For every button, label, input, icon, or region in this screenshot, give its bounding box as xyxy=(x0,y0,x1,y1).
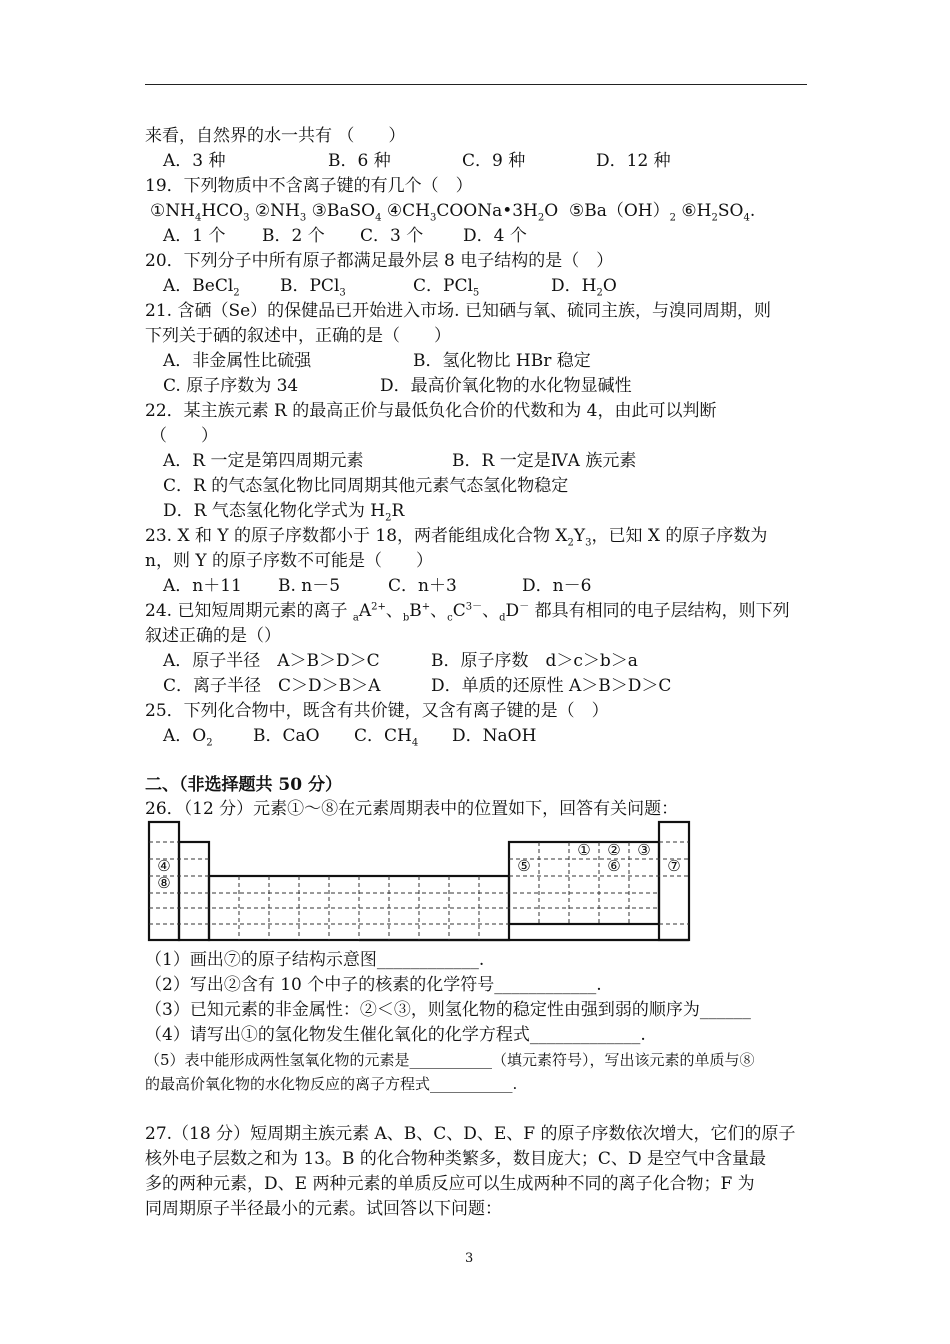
q21-option-d: D．最高价氧化物的水化物显碱性 xyxy=(380,376,632,396)
q19-option-b: B．2 个 xyxy=(262,226,325,246)
q23-stem-line2: n，则 Y 的原子序数不可能是（ ） xyxy=(145,551,433,571)
q26-part1: （1）画出⑦的原子结构示意图____________. xyxy=(145,950,485,970)
page-number: 3 xyxy=(465,1251,474,1266)
element-mark-5: ⑤ xyxy=(517,857,531,875)
element-mark-2: ② xyxy=(607,841,621,859)
q23-option-a: A．n＋11 xyxy=(163,576,242,596)
q18-option-b: B．6 种 xyxy=(328,151,391,171)
q19-option-a: A．1 个 xyxy=(163,226,226,246)
q20-option-b: B．PCl$_3$ xyxy=(280,276,346,299)
q21-stem-line1: 21. 含硒（Se）的保健品已开始进入市场. 已知硒与氧、硫同主族，与溴同周期，则 xyxy=(145,301,771,321)
q21-stem-line2: 下列关于硒的叙述中，正确的是（ ） xyxy=(145,326,451,346)
element-mark-6: ⑥ xyxy=(607,857,621,875)
element-mark-7: ⑦ xyxy=(667,857,681,875)
element-mark-3: ③ xyxy=(637,841,651,859)
q27-line4: 同周期原子半径最小的元素。试回答以下问题： xyxy=(145,1199,502,1219)
q20-stem: 20．下列分子中所有原子都满足最外层 8 电子结构的是（ ） xyxy=(145,251,614,271)
section-heading: 二、（非选择题共 50 分） xyxy=(145,775,342,795)
q22-stem-line2: （ ） xyxy=(150,426,218,446)
q26-stem: 26．（12 分）元素①～⑧在元素周期表中的位置如下，回答有关问题： xyxy=(145,799,679,819)
q22-option-b: B．R 一定是ⅣA 族元素 xyxy=(452,451,637,471)
q20-option-d: D．$H_2O$ xyxy=(551,276,617,299)
q25-stem: 25．下列化合物中，既含有共价键，又含有离子键的是（ ） xyxy=(145,701,609,721)
q25-option-d: D．NaOH xyxy=(452,726,537,746)
q25-option-c: C．$CH_4$ xyxy=(354,726,419,749)
q24-option-d: D．单质的还原性 A＞B＞D＞C xyxy=(431,676,672,696)
q20-option-c: C．PCl$_5$ xyxy=(413,276,480,299)
q22-stem-line1: 22．某主族元素 R 的最高正价与最低负化合价的代数和为 4，由此可以判断 xyxy=(145,401,717,421)
q26-part2: （2）写出②含有 10 个中子的核素的化学符号____________. xyxy=(145,975,602,995)
q18-option-c: C．9 种 xyxy=(462,151,526,171)
q27-line1: 27.（18 分）短周期主族元素 A、B、C、D、E、F 的原子序数依次增大，它们的原子 xyxy=(145,1124,796,1144)
element-mark-4: ④ xyxy=(157,857,171,875)
q26-part4: （4）请写出①的氢化物发生催化氧化的化学方程式_____________. xyxy=(145,1025,646,1045)
q22-option-c: C．R 的气态氢化物比同周期其他元素气态氢化物稳定 xyxy=(163,476,569,496)
q21-option-c: C. 原子序数为 34 xyxy=(163,376,299,396)
q23-option-d: D．n－6 xyxy=(522,576,592,596)
q20-option-a: A．BeCl$_2$ xyxy=(163,276,240,299)
q26-part3: （3）已知元素的非金属性：②＜③，则氢化物的稳定性由强到弱的顺序为______ xyxy=(145,1000,751,1020)
q19-option-c: C．3 个 xyxy=(360,226,424,246)
element-mark-8: ⑧ xyxy=(157,874,171,892)
element-mark-1: ① xyxy=(577,841,591,859)
q18-option-a: A．3 种 xyxy=(163,151,226,171)
q23-option-c: C．n＋3 xyxy=(388,576,457,596)
header-rule xyxy=(145,84,807,85)
q27-line2: 核外电子层数之和为 13。B 的化合物种类繁多，数目庞大；C、D 是空气中含量最 xyxy=(145,1149,766,1169)
q25-option-b: B．CaO xyxy=(253,726,320,746)
q18-option-d: D．12 种 xyxy=(596,151,671,171)
periodic-table-diagram xyxy=(147,818,691,944)
q23-option-b: B. n－5 xyxy=(278,576,341,596)
q24-option-b: B．原子序数 d＞c＞b＞a xyxy=(431,651,638,671)
q27-line3: 多的两种元素，D、E 两种元素的单质反应可以生成两种不同的离子化合物；F 为 xyxy=(145,1174,755,1194)
q21-option-b: B．氢化物比 HBr 稳定 xyxy=(413,351,591,371)
q23-stem-line1: 23. X 和 Y 的原子序数都小于 18，两者能组成化合物 $X_2Y_3$，已知 X 的原子序数为 xyxy=(145,526,768,549)
q24-stem-line2: 叙述正确的是（） xyxy=(145,626,281,646)
q22-option-a: A．R 一定是第四周期元素 xyxy=(163,451,364,471)
q18-stem: 来看，自然界的水一共有 （ ） xyxy=(145,126,406,146)
q24-stem-line1: 24. 已知短周期元素的离子 $_aA^{2+}$、$_b$B+、$_cC^{3-}$、$_d$D－ 都具有相同的电子层结构，则下列 xyxy=(145,601,790,624)
q22-option-d: D．R 气态氢化物化学式为 $H_2R$ xyxy=(163,501,405,524)
q26-part5-line2: 的最高价氧化物的水化物反应的离子方程式___________. xyxy=(145,1075,518,1093)
q19-option-d: D．4 个 xyxy=(463,226,527,246)
q19-substances: $①NH_4HCO_3$ $②NH_3$ ③BaSO$_4$ $④CH_3COONa•3H_2O$ $⑤Ba(OH)_2$ $⑥H_2SO_4$. xyxy=(150,201,756,224)
q24-option-c: C．离子半径 C＞D＞B＞A xyxy=(163,676,381,696)
q25-option-a: A．$O_2$ xyxy=(163,726,213,749)
q26-part5-line1: （5）表中能形成两性氢氧化物的元素是___________（填元素符号），写出该元素的单质与⑧ xyxy=(145,1051,755,1069)
q21-option-a: A．非金属性比硫强 xyxy=(163,351,312,371)
q24-option-a: A．原子半径 A＞B＞D＞C xyxy=(163,651,380,671)
q19-stem: 19．下列物质中不含离子键的有几个（ ） xyxy=(145,176,473,196)
